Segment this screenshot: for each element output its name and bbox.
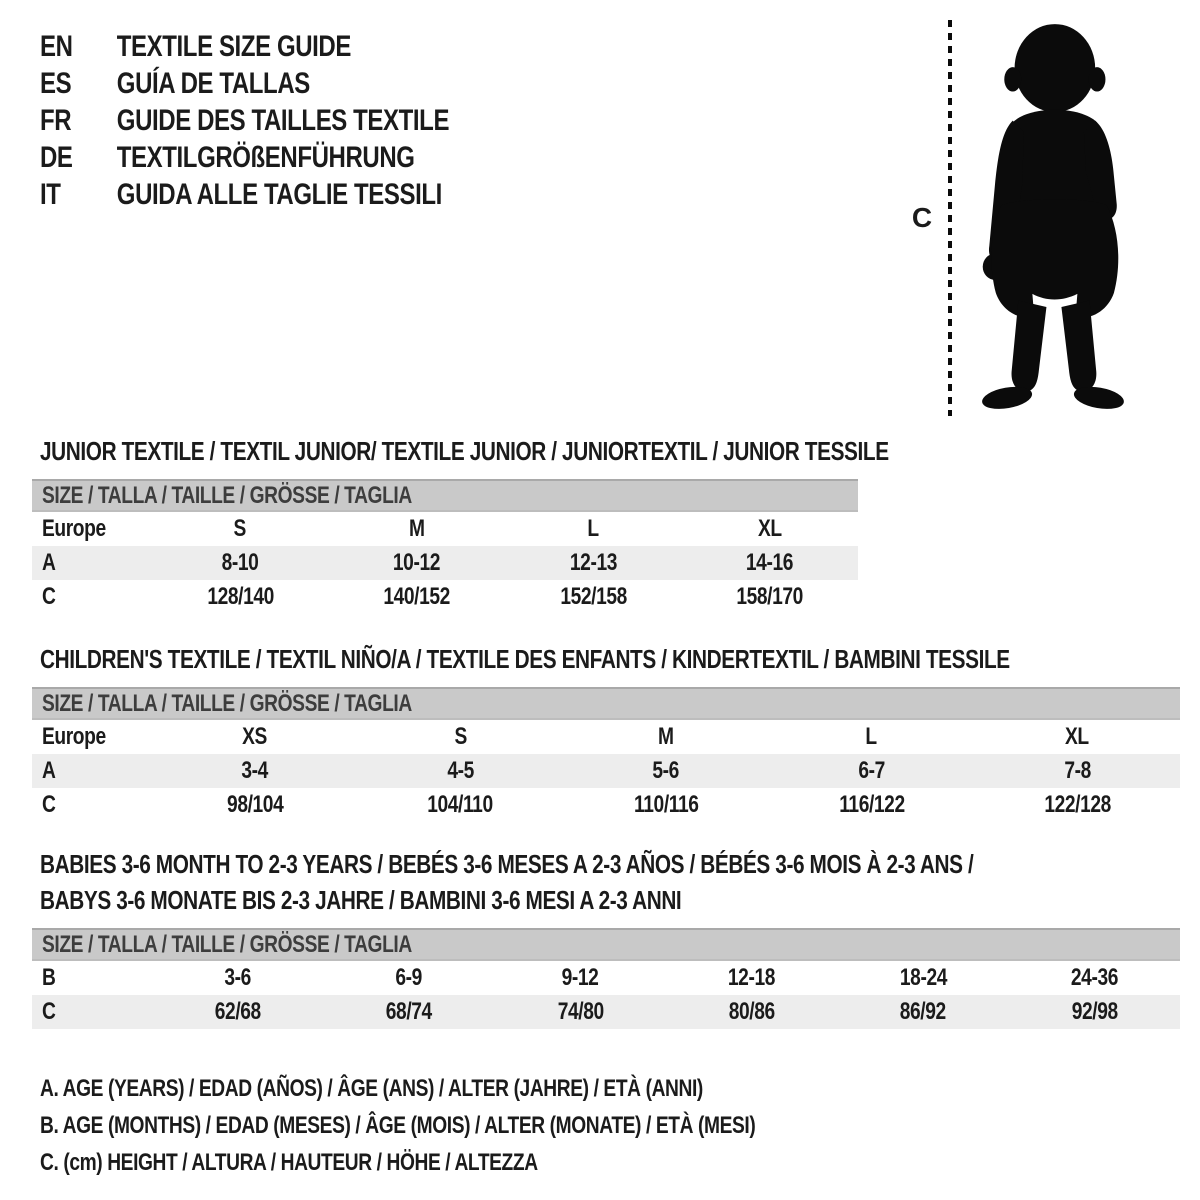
table-cell-text: 104/110: [427, 791, 494, 818]
table-cell-text: 3-4: [241, 757, 269, 784]
table-cell: [974, 720, 1180, 754]
table-cell-text: 12-13: [569, 549, 617, 576]
table-cell: [152, 961, 323, 995]
table-cell-text: 12-18: [728, 964, 776, 991]
row-label: [32, 788, 152, 822]
language-row: [40, 65, 551, 102]
table-cell: [682, 512, 859, 546]
table-cell: [682, 580, 859, 614]
row-label-text: C: [42, 583, 56, 610]
table-cell-text: XL: [1065, 723, 1090, 750]
table-cell: [495, 995, 666, 1029]
section-babies: [0, 846, 1200, 1029]
language-row-text: [40, 28, 351, 65]
table-cell: [152, 546, 329, 580]
table-cell-text: 86/92: [899, 998, 946, 1025]
table-cell-text: XL: [757, 515, 782, 542]
table-cell-text: 6-9: [395, 964, 423, 991]
row-label-text: C: [42, 791, 56, 818]
table-cell: [495, 961, 666, 995]
table-cell: [323, 995, 494, 1029]
table-cell: [682, 546, 859, 580]
language-row: [40, 102, 551, 139]
language-code: DE: [40, 141, 73, 174]
table-row: [32, 754, 1180, 788]
table-cell: [505, 512, 682, 546]
table-header-bar-text: SIZE / TALLA / TAILLE / GRÖSSE / TAGLIA: [42, 931, 412, 958]
footnote: [40, 1070, 934, 1107]
footnote-text: C. (cm) HEIGHT / ALTURA / HAUTEUR / HÖHE / ALTEZZA: [40, 1149, 538, 1176]
table-cell: [329, 580, 506, 614]
table-cell-text: 4-5: [447, 757, 474, 784]
row-label: [32, 580, 152, 614]
row-label: [32, 754, 152, 788]
table-cell: [563, 720, 769, 754]
row-label-text: B: [42, 964, 56, 991]
row-label-text: A: [42, 757, 56, 784]
table-cell-text: 128/140: [206, 583, 274, 610]
language-title-list: [40, 28, 551, 213]
row-label-text: A: [42, 549, 56, 576]
table-row: [32, 788, 1180, 822]
table-header-bar: [32, 479, 858, 512]
language-title: GUIDE DES TAILLES TEXTILE: [116, 104, 450, 137]
height-figure: [880, 0, 1200, 430]
table-cell-text: M: [658, 723, 674, 750]
language-row: [40, 28, 551, 65]
table-cell: [769, 754, 975, 788]
table-row: [32, 512, 858, 546]
table-cell-text: 152/158: [559, 583, 627, 610]
table-cell: [323, 961, 494, 995]
table-cell-text: 5-6: [652, 757, 680, 784]
table-cell-text: XS: [242, 723, 268, 750]
language-title: TEXTILGRÖßENFÜHRUNG: [116, 141, 415, 174]
table-cell-text: 7-8: [1063, 757, 1091, 784]
table-cell: [152, 580, 329, 614]
language-row-text: [40, 176, 442, 213]
table-cell: [152, 512, 329, 546]
section-title-text: JUNIOR TEXTILE / TEXTIL JUNIOR/ TEXTILE JUNIOR / JUNIORTEXTIL / JUNIOR TESSILE: [40, 436, 889, 466]
table-cell-text: 6-7: [858, 757, 885, 784]
table-cell: [358, 788, 564, 822]
footnote-text: B. AGE (MONTHS) / EDAD (MESES) / ÂGE (MOIS) / ALTER (MONATE) / ETÀ (MESI): [40, 1112, 756, 1139]
footnote: [40, 1107, 934, 1144]
footnote-text: A. AGE (YEARS) / EDAD (AÑOS) / ÂGE (ANS) / ALTER (JAHRE) / ETÀ (ANNI): [40, 1075, 703, 1102]
footnote: [40, 1144, 934, 1181]
table-cell-text: 8-10: [221, 549, 259, 576]
size-table: [32, 479, 858, 614]
table-row: [32, 995, 1180, 1029]
table-row: [32, 546, 858, 580]
size-table: [32, 687, 1180, 822]
table-cell-text: M: [408, 515, 425, 542]
language-code: ES: [40, 67, 72, 100]
table-cell-text: L: [587, 515, 599, 542]
size-table: [32, 928, 1180, 1029]
row-label-text: Europe: [42, 515, 106, 542]
section-title: [40, 433, 1200, 469]
language-code: FR: [40, 104, 72, 137]
table-cell: [974, 788, 1180, 822]
table-cell-text: L: [865, 723, 878, 750]
table-cell-text: 122/128: [1043, 791, 1111, 818]
language-row-text: [40, 139, 415, 176]
footnotes: [40, 1070, 934, 1181]
baby-silhouette-icon: [964, 16, 1142, 420]
table-cell: [329, 512, 506, 546]
table-cell-text: 92/98: [1071, 998, 1118, 1025]
height-measure-label: C: [911, 202, 933, 233]
table-cell: [769, 788, 975, 822]
table-cell: [152, 720, 358, 754]
language-title: GUÍA DE TALLAS: [116, 67, 310, 100]
table-cell-text: 68/74: [385, 998, 433, 1025]
section-junior: [0, 433, 1200, 614]
table-cell: [1009, 995, 1180, 1029]
table-cell-text: 24-36: [1070, 964, 1118, 991]
section-children: [0, 641, 1200, 822]
table-cell: [505, 546, 682, 580]
table-cell-text: S: [234, 515, 247, 542]
table-row: [32, 961, 1180, 995]
table-cell: [152, 788, 358, 822]
row-label: [32, 995, 152, 1029]
table-cell: [666, 961, 837, 995]
table-cell: [563, 788, 769, 822]
row-label: [32, 720, 152, 754]
table-cell: [974, 754, 1180, 788]
table-cell: [837, 995, 1008, 1029]
table-cell-text: 14-16: [746, 549, 794, 576]
row-label-text: C: [42, 998, 56, 1025]
table-header-bar: [32, 928, 1180, 961]
language-title: TEXTILE SIZE GUIDE: [116, 30, 351, 63]
table-cell-text: 158/170: [736, 583, 804, 610]
section-title: [40, 882, 1200, 918]
language-code: EN: [40, 30, 73, 63]
section-title: [40, 641, 1200, 677]
table-cell: [358, 720, 564, 754]
language-code: IT: [40, 178, 61, 211]
row-label: [32, 512, 152, 546]
table-cell: [152, 754, 358, 788]
language-row: [40, 176, 551, 213]
section-title-text: CHILDREN'S TEXTILE / TEXTIL NIÑO/A / TEXTILE DES ENFANTS / KINDERTEXTIL / BAMBINI TESSILE: [40, 644, 1010, 674]
language-row-text: [40, 102, 449, 139]
table-cell-text: 3-6: [224, 964, 251, 991]
table-cell: [563, 754, 769, 788]
section-title: [40, 846, 1200, 882]
language-row: [40, 139, 551, 176]
table-header-bar-text: SIZE / TALLA / TAILLE / GRÖSSE / TAGLIA: [42, 690, 412, 717]
table-cell-text: 116/122: [838, 791, 905, 818]
table-cell-text: 9-12: [561, 964, 599, 991]
table-cell: [152, 995, 323, 1029]
table-row: [32, 580, 858, 614]
row-label-text: Europe: [42, 723, 106, 750]
table-cell-text: 110/116: [633, 791, 699, 818]
table-cell: [666, 995, 837, 1029]
table-cell: [769, 720, 975, 754]
table-cell-text: 18-24: [899, 964, 947, 991]
section-title-text: BABYS 3-6 MONATE BIS 2-3 JAHRE / BAMBINI 3-6 MESI A 2-3 ANNI: [40, 885, 682, 915]
language-row-text: [40, 65, 310, 102]
table-header-bar: [32, 687, 1180, 720]
section-title-text: BABIES 3-6 MONTH TO 2-3 YEARS / BEBÉS 3-6 MESES A 2-3 AÑOS / BÉBÉS 3-6 MOIS À 2-3 ANS /: [40, 849, 974, 879]
table-cell-text: 62/68: [214, 998, 261, 1025]
table-row: [32, 720, 1180, 754]
table-header-bar-text: SIZE / TALLA / TAILLE / GRÖSSE / TAGLIA: [42, 482, 412, 509]
table-cell-text: 140/152: [383, 583, 451, 610]
table-cell: [1009, 961, 1180, 995]
table-cell-text: 10-12: [393, 549, 441, 576]
table-cell: [505, 580, 682, 614]
table-cell-text: S: [454, 723, 467, 750]
language-title: GUIDA ALLE TAGLIE TESSILI: [116, 178, 442, 211]
row-label: [32, 961, 152, 995]
table-cell-text: 80/86: [728, 998, 775, 1025]
table-cell: [837, 961, 1008, 995]
table-cell: [358, 754, 564, 788]
table-cell-text: 74/80: [557, 998, 604, 1025]
row-label: [32, 546, 152, 580]
table-cell: [329, 546, 506, 580]
height-dotted-line: [948, 20, 952, 416]
table-cell-text: 98/104: [226, 791, 283, 818]
